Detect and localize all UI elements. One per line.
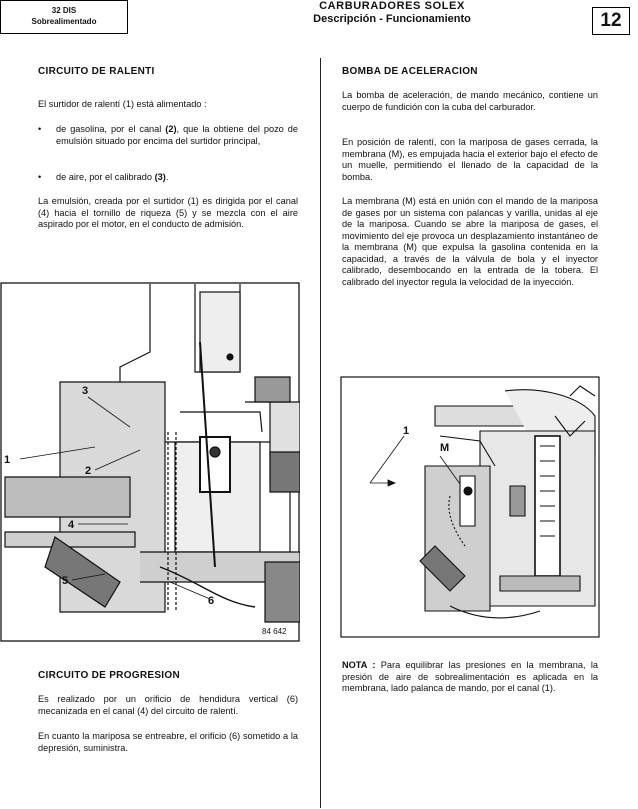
header-title-block (300, 0, 484, 26)
figure-label-m: M (440, 442, 450, 454)
page-title: CARBURADORES SOLEX (319, 0, 465, 12)
figure-label-6: 6 (208, 595, 215, 607)
figure-ref: 84 642 (262, 627, 287, 636)
bomba-paragraph-2: En posición de ralentí, con la mariposa de gases cerrada, la membrana (M), es empujada hacia el exterior bajo el efecto de un muelle, permitiendo el llenado de la capacidad de la bomba. (342, 137, 598, 182)
bullet-text: de gasolina, por el canal (2), que la obtiene del pozo de emulsión situado por encima del surtidor principal, (56, 124, 298, 146)
ralenti-paragraph: La emulsión, creada por el surtidor (1) es dirigida por el canal (4) hacia el tornillo de riqueza (5) y se mezcla con el aire aspirado por el motor, en el conducto de admisión. (38, 196, 298, 229)
bomba-title: BOMBA DE ACELERACION (342, 66, 478, 77)
ralenti-bullet-1 (38, 124, 298, 160)
bomba-paragraph-1: La bomba de aceleración, de mando mecánico, contiene un cuerpo de fundición con la cuba del carburador. (342, 90, 598, 112)
ralenti-intro: El surtidor de ralentí (1) está alimentado : (38, 99, 207, 109)
ralenti-bullet-2 (38, 172, 298, 184)
bullet-dot: • (38, 172, 42, 182)
figure-label-1: 1 (403, 425, 410, 437)
progresion-paragraph-2: En cuanto la mariposa se entreabre, el orificio (6) sometido a la depresión, suministra. (38, 731, 298, 753)
figure-label-2: 2 (85, 465, 92, 477)
section-number: 12 (592, 7, 630, 35)
nota-label: NOTA : (342, 660, 376, 670)
accelerator-pump-figure (340, 376, 600, 638)
page-subtitle: Descripción - Funcionamiento (313, 13, 471, 25)
progresion-paragraph-1: Es realizado por un orificio de hendidura vertical (6) mecanizada en el canal (4) del circuito de ralentí. (38, 694, 298, 716)
bullet-text: de aire, por el calibrado (3). (56, 172, 169, 182)
doc-code-line2: Sobrealimentado (31, 17, 97, 26)
figure-label-3: 3 (82, 385, 89, 397)
doc-code-line1: 32 DIS (51, 6, 77, 15)
figure-label-4: 4 (68, 519, 75, 531)
bomba-paragraph-3: La membrana (M) está en unión con el mando de la mariposa de gases por un sistema con palancas y varilla, unidas al eje de la mariposa. Cuando se abre la mariposa de gases, el movimiento del eje provoca un desplazamiento instantáneo de la membrana (M) que expulsa la gasolina contenida en la capacidad, a través de la válvula de bola y el inyector calibrado, desembocando en la entrada de la tobera. El calibrado del inyector regula la velocidad de la inyección. (342, 196, 598, 287)
figure-label-1: 1 (4, 454, 11, 466)
nota-paragraph (342, 660, 598, 695)
header-doc-code (0, 0, 128, 34)
bullet-dot: • (38, 124, 42, 134)
ralenti-title: CIRCUITO DE RALENTI (38, 66, 155, 77)
nota-text: Para equilibrar las presiones en la membrana, la presión de aire de sobrealimentación es aplicada en la membrana, lado palanca de mando, por el canal (1). (342, 660, 598, 693)
progresion-title: CIRCUITO DE PROGRESION (38, 670, 180, 681)
column-divider (320, 58, 321, 808)
idle-circuit-figure (0, 282, 300, 642)
figure-label-5: 5 (62, 575, 69, 587)
